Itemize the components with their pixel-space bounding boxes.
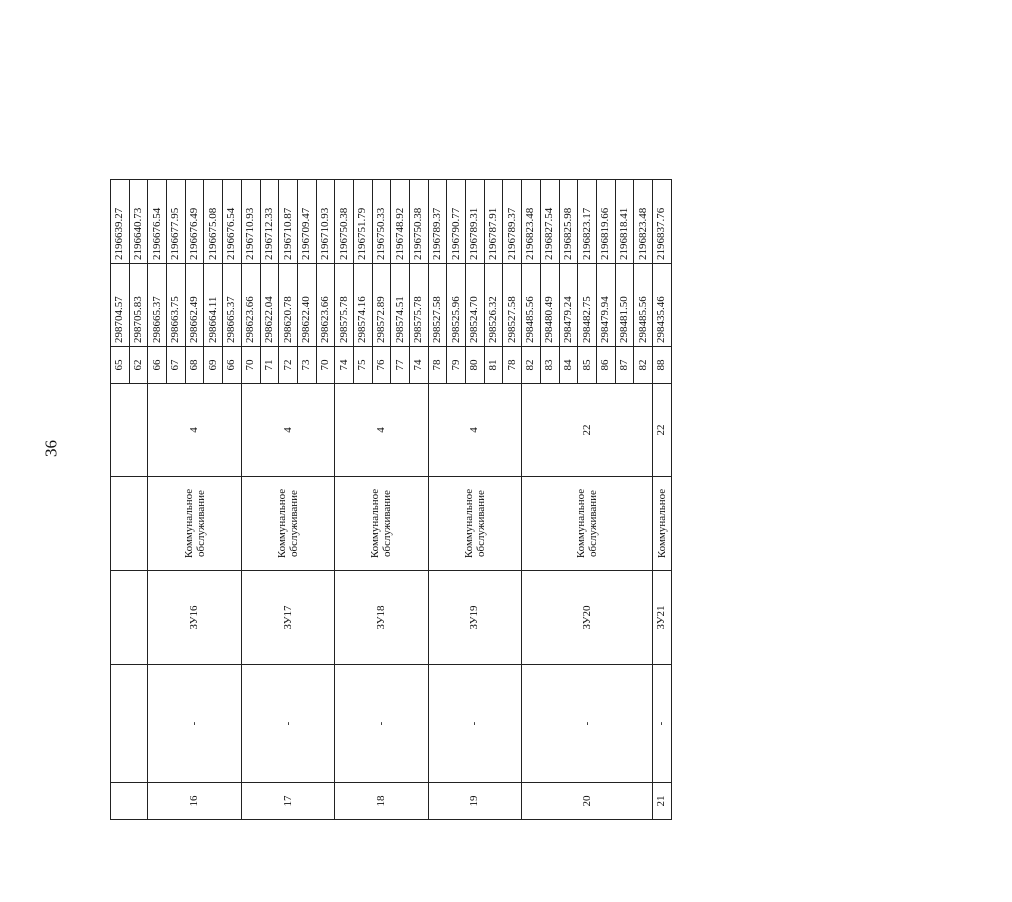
plot-name-cell: - (148, 665, 241, 783)
point-number-cell: 86 (596, 347, 615, 384)
plot-designation-cell: ЗУ16 (148, 571, 241, 665)
point-number-cell: 68 (185, 347, 204, 384)
coord-x-cell: 298527.58 (503, 264, 522, 347)
point-number-cell: 88 (652, 347, 671, 384)
plot-area-cell: 4 (148, 384, 241, 477)
coord-x-cell: 298665.37 (148, 264, 167, 347)
coord-y-cell: 2196751.79 (353, 180, 372, 264)
coord-y-cell: 2196709.47 (297, 180, 316, 264)
point-number-cell: 70 (316, 347, 335, 384)
table-row (428, 95, 447, 820)
point-number-cell: 67 (167, 347, 186, 384)
point-number-cell: 69 (204, 347, 223, 384)
coord-y-cell: 2196676.54 (148, 180, 167, 264)
coord-y-cell: 2196818.41 (615, 180, 634, 264)
table-row (335, 95, 354, 820)
plot-designation-cell: ЗУ21 (652, 571, 671, 665)
coord-x-cell: 298526.32 (484, 264, 503, 347)
coord-y-cell: 2196676.49 (185, 180, 204, 264)
point-number-cell: 78 (503, 347, 522, 384)
coord-x-cell: 298662.49 (185, 264, 204, 347)
coord-x-cell: 298574.16 (353, 264, 372, 347)
coord-x-cell: 298664.11 (204, 264, 223, 347)
plot-number-cell (111, 783, 148, 820)
coord-x-cell: 298479.24 (559, 264, 578, 347)
plot-name-cell: - (428, 665, 521, 783)
coord-y-cell: 2196712.33 (260, 180, 279, 264)
plot-designation-cell: ЗУ17 (241, 571, 334, 665)
coord-y-cell: 2196789.31 (466, 180, 485, 264)
coord-y-cell: 2196748.92 (391, 180, 410, 264)
coord-x-cell: 298485.56 (522, 264, 541, 347)
plot-name-cell: - (241, 665, 334, 783)
coord-y-cell: 2196750.38 (410, 180, 429, 264)
coord-x-cell: 298620.78 (279, 264, 298, 347)
land-plots-coordinates-table (110, 94, 672, 820)
plot-area-cell: 4 (428, 384, 521, 477)
point-number-cell: 77 (391, 347, 410, 384)
plot-number-cell: 20 (522, 783, 653, 820)
coord-y-cell: 2196710.87 (279, 180, 298, 264)
point-number-cell: 82 (522, 347, 541, 384)
table-row (241, 95, 260, 820)
coord-x-cell: 298623.66 (241, 264, 260, 347)
point-number-cell: 78 (428, 347, 447, 384)
coord-x-cell: 298622.40 (297, 264, 316, 347)
coord-y-cell: 2196787.91 (484, 180, 503, 264)
coord-x-cell: 298574.51 (391, 264, 410, 347)
plot-number-cell: 17 (241, 783, 334, 820)
coord-x-cell: 298575.78 (410, 264, 429, 347)
coord-y-cell: 2196640.73 (129, 180, 148, 264)
point-number-cell: 74 (335, 347, 354, 384)
coord-y-cell: 2196750.38 (335, 180, 354, 264)
coord-x-cell: 298485.56 (634, 264, 653, 347)
plot-name-cell: - (335, 665, 428, 783)
coord-x-cell: 298572.89 (372, 264, 391, 347)
coord-y-cell: 2196837.76 (652, 180, 671, 264)
coord-y-cell: 2196639.27 (111, 180, 130, 264)
point-number-cell: 84 (559, 347, 578, 384)
coord-x-cell: 298665.37 (223, 264, 242, 347)
page-number: 36 (41, 440, 61, 457)
coord-y-cell: 2196676.54 (223, 180, 242, 264)
coord-x-cell: 298622.04 (260, 264, 279, 347)
point-number-cell: 72 (279, 347, 298, 384)
coord-x-cell: 298480.49 (540, 264, 559, 347)
coord-y-cell: 2196789.37 (503, 180, 522, 264)
table-row (522, 95, 541, 820)
coord-x-cell: 298479.94 (596, 264, 615, 347)
plot-designation-cell (111, 571, 148, 665)
point-number-cell: 81 (484, 347, 503, 384)
plot-name-cell: - (522, 665, 653, 783)
coord-x-cell: 298575.78 (335, 264, 354, 347)
coord-y-cell: 2196823.17 (578, 180, 597, 264)
coord-x-cell: 298705.83 (129, 264, 148, 347)
rotated-table-wrapper (110, 95, 668, 820)
coord-y-cell: 2196823.48 (522, 180, 541, 264)
coord-x-cell: 298482.75 (578, 264, 597, 347)
coord-x-cell: 298663.75 (167, 264, 186, 347)
point-number-cell: 62 (129, 347, 148, 384)
permitted-use-cell: Коммунальное обслуживание (428, 477, 521, 571)
permitted-use-cell: Коммунальное обслуживание (241, 477, 334, 571)
coord-y-cell: 2196675.08 (204, 180, 223, 264)
coord-y-cell: 2196710.93 (316, 180, 335, 264)
point-number-cell: 85 (578, 347, 597, 384)
plot-area-cell: 22 (652, 384, 671, 477)
plot-name-cell (111, 665, 148, 783)
coord-x-cell: 298524.70 (466, 264, 485, 347)
point-number-cell: 65 (111, 347, 130, 384)
coord-y-cell: 2196750.33 (372, 180, 391, 264)
coord-y-cell: 2196823.48 (634, 180, 653, 264)
point-number-cell: 87 (615, 347, 634, 384)
table-row (148, 95, 167, 820)
plot-number-cell: 19 (428, 783, 521, 820)
point-number-cell: 75 (353, 347, 372, 384)
permitted-use-cell (111, 477, 148, 571)
point-number-cell: 71 (260, 347, 279, 384)
point-number-cell: 70 (241, 347, 260, 384)
coord-y-cell: 2196710.93 (241, 180, 260, 264)
coord-x-cell: 298623.66 (316, 264, 335, 347)
plot-number-cell: 16 (148, 783, 241, 820)
point-number-cell: 83 (540, 347, 559, 384)
coord-y-cell: 2196819.66 (596, 180, 615, 264)
point-number-cell: 66 (148, 347, 167, 384)
plot-designation-cell: ЗУ19 (428, 571, 521, 665)
plot-area-cell: 4 (241, 384, 334, 477)
point-number-cell: 80 (466, 347, 485, 384)
point-number-cell: 66 (223, 347, 242, 384)
table-body (111, 95, 672, 820)
coord-y-cell: 2196790.77 (447, 180, 466, 264)
coord-y-cell: 2196825.98 (559, 180, 578, 264)
rotated-sheet (110, 78, 1012, 807)
plot-area-cell: 4 (335, 384, 428, 477)
plot-designation-cell: ЗУ20 (522, 571, 653, 665)
coord-y-cell: 2196789.37 (428, 180, 447, 264)
coord-x-cell: 298435.46 (652, 264, 671, 347)
coord-y-cell: 2196827.54 (540, 180, 559, 264)
permitted-use-cell: Коммунальное обслуживание (522, 477, 653, 571)
table-row (652, 95, 671, 820)
plot-designation-cell: ЗУ18 (335, 571, 428, 665)
plot-area-cell: 22 (522, 384, 653, 477)
table-row (111, 95, 130, 820)
permitted-use-cell: Коммунальное обслуживание (148, 477, 241, 571)
coord-x-cell: 298704.57 (111, 264, 130, 347)
plot-number-cell: 21 (652, 783, 671, 820)
coord-y-cell: 2196677.95 (167, 180, 186, 264)
point-number-cell: 82 (634, 347, 653, 384)
point-number-cell: 79 (447, 347, 466, 384)
plot-name-cell: - (652, 665, 671, 783)
plot-area-cell (111, 384, 148, 477)
coord-x-cell: 298527.58 (428, 264, 447, 347)
coord-x-cell: 298525.96 (447, 264, 466, 347)
point-number-cell: 73 (297, 347, 316, 384)
point-number-cell: 74 (410, 347, 429, 384)
coord-x-cell: 298481.50 (615, 264, 634, 347)
permitted-use-cell: Коммунальное обслуживание (335, 477, 428, 571)
plot-number-cell: 18 (335, 783, 428, 820)
point-number-cell: 76 (372, 347, 391, 384)
permitted-use-cell: Коммунальное (652, 477, 671, 571)
